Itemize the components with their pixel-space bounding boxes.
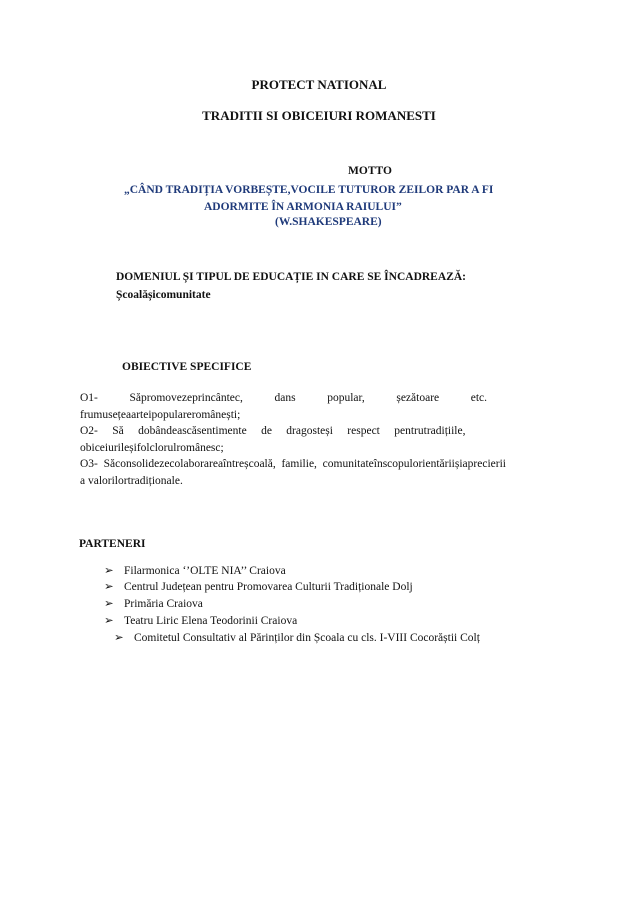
list-item: ➢ Centrul Județean pentru Promovarea Culturii Tradiționale Dolj: [104, 581, 413, 593]
domain-heading: DOMENIUL ȘI TIPUL DE EDUCAȚIE IN CARE SE ÎNCADREAZĂ:: [116, 271, 466, 283]
list-item: ➢ Comitetul Consultativ al Părinților din Școala cu cls. I-VIII Cocorăștii Colț: [114, 632, 480, 644]
motto-author: (W.SHAKESPEARE): [275, 216, 382, 228]
page-title: PROTECT NATIONAL: [251, 77, 387, 92]
arrow-bullet-icon: ➢: [104, 615, 114, 627]
list-item: ➢ Teatru Liric Elena Teodorinii Craiova: [104, 615, 298, 627]
arrow-bullet-icon: ➢: [104, 581, 114, 593]
motto-line-2: ADORMITE ÎN ARMONIA RAIULUI”: [204, 201, 402, 213]
objective-o1-line1: O1- Săpromovezeprincântec, dans popular, șezătoare etc.: [80, 392, 488, 404]
objective-o2-line2: obiceiurileșifolclorulromânesc;: [80, 442, 224, 454]
list-item: ➢ Filarmonica ‘’OLTE NIA’’ Craiova: [104, 565, 286, 577]
domain-value: Școalășicomunitate: [116, 289, 211, 301]
objective-o3-line2: a valorilortradiționale.: [80, 475, 183, 487]
partners-heading: PARTENERI: [79, 538, 146, 550]
arrow-bullet-icon: ➢: [104, 565, 114, 577]
motto-line-1: „CÂND TRADIȚIA VORBEȘTE,VOCILE TUTUROR ZEILOR PAR A FI: [124, 184, 494, 196]
list-item: ➢ Primăria Craiova: [104, 598, 203, 610]
objective-o1-line2: frumusețeaarteipopulareromânești;: [80, 409, 241, 421]
objective-o2-line1: O2- Să dobândeascăsentimente de dragosteși respect pentrutradițiile,: [80, 425, 466, 437]
objectives-heading: OBIECTIVE SPECIFICE: [122, 361, 252, 373]
page-subtitle: TRADITII SI OBICEIURI ROMANESTI: [202, 108, 436, 123]
objective-o3-line1: O3- Săconsolidezecolaborareaîntreșcoală, familie, comunitateînscopulorientăriișiaprecierii: [80, 458, 506, 470]
arrow-bullet-icon: ➢: [104, 598, 114, 610]
motto-label: MOTTO: [348, 165, 392, 177]
arrow-bullet-icon: ➢: [114, 632, 124, 644]
